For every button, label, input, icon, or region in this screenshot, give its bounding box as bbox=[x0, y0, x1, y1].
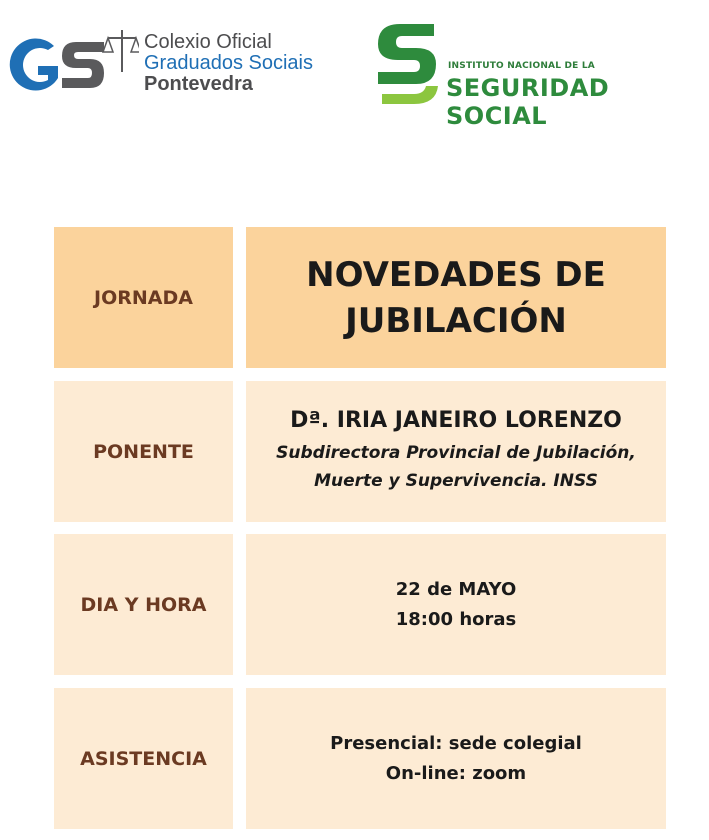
row-asistencia bbox=[54, 688, 666, 829]
speaker-role-line1: Subdirectora Provincial de Jubilación, bbox=[276, 443, 636, 463]
gs-logo-mark-icon bbox=[4, 28, 139, 100]
dia-hora-value-cell bbox=[246, 534, 666, 675]
row-jornada bbox=[54, 227, 666, 368]
inss-logo bbox=[374, 20, 694, 130]
ponente-label: PONENTE bbox=[93, 440, 194, 463]
inss-logo-mark-icon bbox=[374, 20, 442, 106]
ponente-label-cell bbox=[54, 381, 233, 522]
dia-hora-label: DIA Y HORA bbox=[80, 593, 207, 616]
jornada-value-cell bbox=[246, 227, 666, 368]
row-dia-hora bbox=[54, 534, 666, 675]
attendance-line2: On-line: zoom bbox=[385, 762, 527, 784]
jornada-label-cell bbox=[54, 227, 233, 368]
inss-small-text: INSTITUTO NACIONAL DE LA bbox=[448, 61, 595, 71]
speaker-role-line2: Muerte y Supervivencia. INSS bbox=[314, 471, 598, 491]
colegio-line3: Pontevedra bbox=[144, 73, 253, 95]
attendance-line1: Presencial: sede colegial bbox=[330, 732, 582, 754]
jornada-title-line1: NOVEDADES DE bbox=[306, 254, 606, 295]
dia-hora-label-cell bbox=[54, 534, 233, 675]
inss-big-text: SEGURIDAD SOCIAL bbox=[446, 74, 610, 130]
colegio-line2: Graduados Sociais bbox=[144, 52, 313, 74]
ponente-value-cell bbox=[246, 381, 666, 522]
colegio-name bbox=[144, 32, 313, 95]
event-date: 22 de MAYO bbox=[395, 578, 517, 600]
event-time: 18:00 horas bbox=[395, 608, 517, 630]
jornada-label: JORNADA bbox=[94, 286, 193, 309]
row-ponente bbox=[54, 381, 666, 522]
asistencia-label: ASISTENCIA bbox=[80, 747, 207, 770]
jornada-title-line2: JUBILACIÓN bbox=[345, 300, 567, 341]
colegio-line1: Colexio Oficial bbox=[144, 31, 272, 53]
asistencia-value-cell bbox=[246, 688, 666, 829]
colegio-logo bbox=[0, 20, 340, 100]
speaker-name: Dª. IRIA JANEIRO LORENZO bbox=[290, 408, 622, 433]
asistencia-label-cell bbox=[54, 688, 233, 829]
